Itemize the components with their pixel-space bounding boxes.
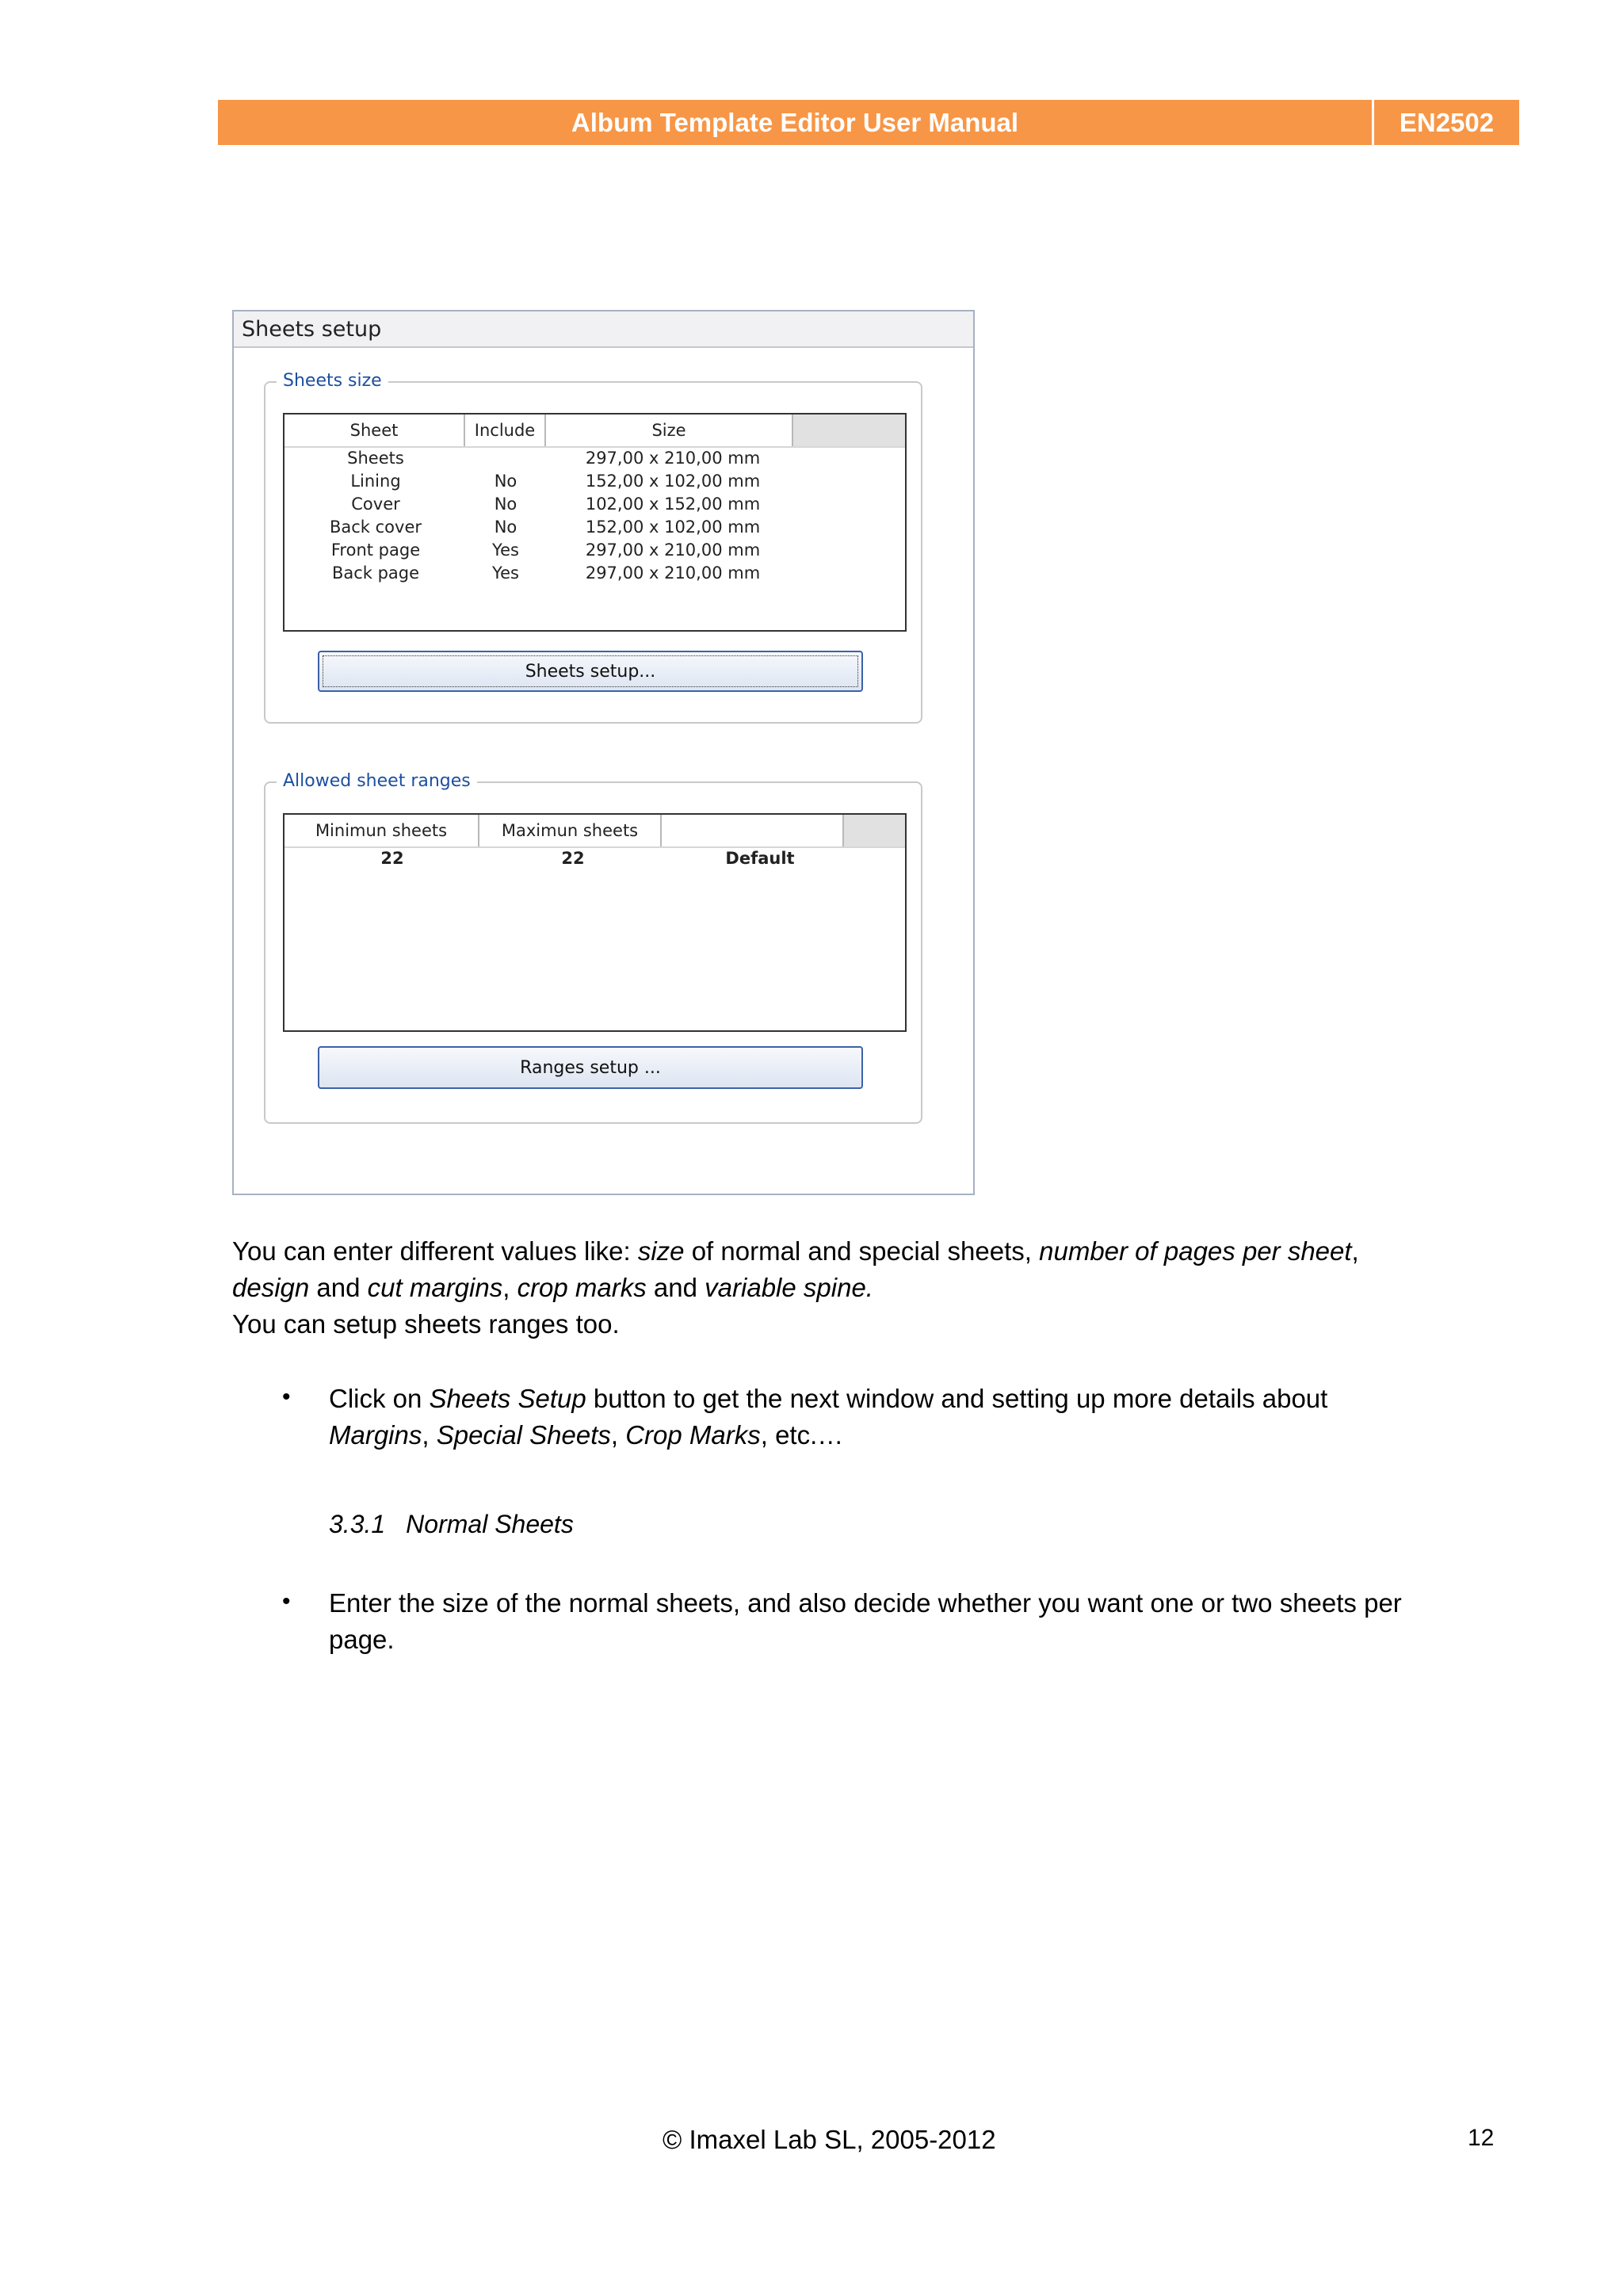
sheets-size-group	[264, 371, 922, 724]
column-header-include[interactable]: Include	[465, 415, 546, 446]
bullet-2-line1: Enter the size of the normal sheets, and also decide whether you want one or two sheets per	[329, 1588, 1402, 1618]
bullet-icon: •	[282, 1384, 291, 1410]
sheets-setup-dialog	[232, 310, 975, 1195]
page-number: 12	[1468, 2125, 1495, 2151]
document-code: EN2502	[1374, 100, 1519, 145]
ranges-setup-button[interactable]: Ranges setup ...	[318, 1046, 863, 1089]
section-heading: 3.3.1 Normal Sheets	[329, 1510, 574, 1538]
intro-paragraph-line1: You can enter different values like: size of normal and special sheets, number of pages per sheet,	[232, 1236, 1359, 1266]
bullet-2-line2: page.	[329, 1625, 395, 1654]
column-header-size[interactable]: Size	[546, 415, 793, 446]
page-header	[218, 100, 1519, 145]
sheet-ranges-table-header	[285, 815, 905, 848]
document-title: Album Template Editor User Manual	[218, 100, 1372, 145]
sheet-ranges-group	[264, 771, 922, 1124]
column-header-max-sheets[interactable]: Maximun sheets	[479, 815, 662, 846]
sheets-size-label: Sheets size	[277, 370, 388, 392]
sheets-setup-button[interactable]: Sheets setup...	[318, 651, 863, 692]
copyright: © Imaxel Lab SL, 2005-2012	[663, 2125, 996, 2154]
sheet-ranges-label: Allowed sheet ranges	[277, 770, 477, 793]
bullet-icon: •	[282, 1588, 291, 1614]
dialog-title: Sheets setup	[234, 311, 973, 348]
sheet-ranges-table[interactable]: Minimun sheets Maximun sheets 22 22 Default	[283, 813, 907, 1032]
sheets-size-table-header	[285, 415, 905, 448]
bullet-1-line1: Click on Sheets Setup button to get the next window and setting up more details about	[329, 1384, 1328, 1413]
sheets-size-table[interactable]: Sheet Include Size Sheets 297,00 x 210,00 mm Lining No 152,00 x 102,00 mm Cover No 102,00 x 152,00 mm Back cover No 152,00 x 102,00 mm Front page Yes 297,00 x 210,00 mm Back page Yes 297,00 x 210,00 mm	[283, 413, 907, 632]
column-header-sheet[interactable]: Sheet	[285, 415, 465, 446]
intro-paragraph-line3: You can setup sheets ranges too.	[232, 1309, 620, 1339]
intro-paragraph-line2: design and cut margins, crop marks and variable spine.	[232, 1273, 873, 1302]
column-header-min-sheets[interactable]: Minimun sheets	[285, 815, 479, 846]
bullet-1-line2: Margins, Special Sheets, Crop Marks, etc.…	[329, 1420, 844, 1450]
